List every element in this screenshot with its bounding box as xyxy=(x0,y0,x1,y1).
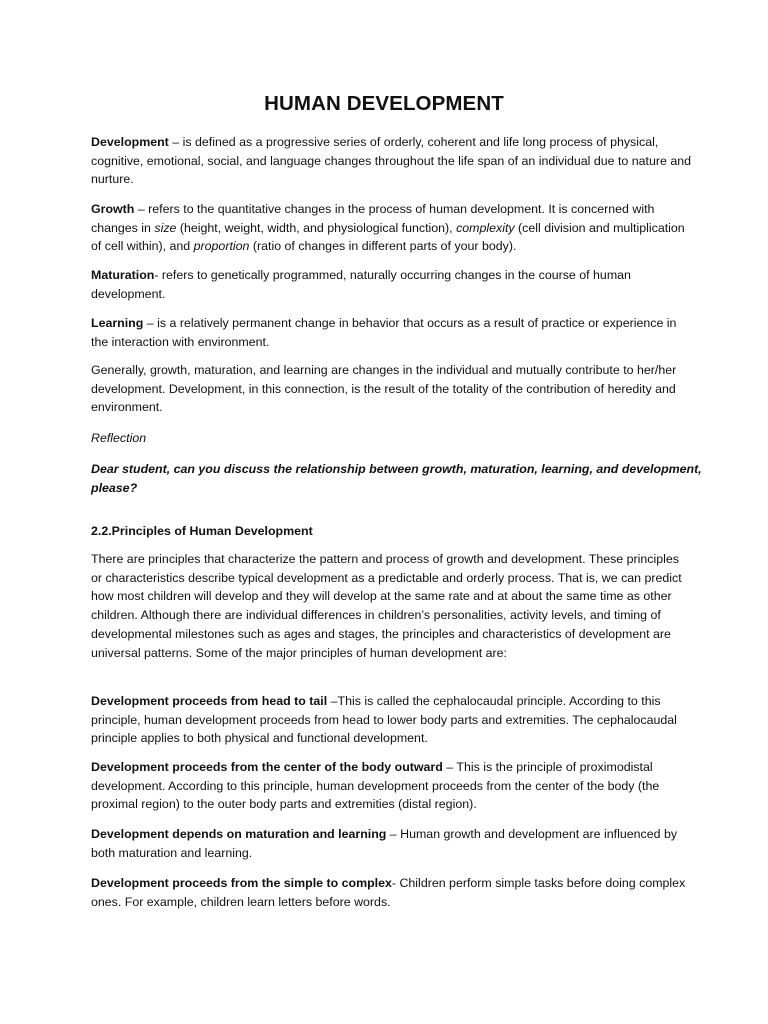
definition-term: Learning xyxy=(91,316,144,330)
document-title: HUMAN DEVELOPMENT xyxy=(264,92,504,115)
section-intro: There are principles that characterize the pattern and process of growth and development. These principles or characteristics describe typical development as a predictable and orderly process. That is, we can predict how most children will develop and they will develop at the same rate and at about the same time as other children. Although there are individual differences in children’s personalities, activity levels, and timing of developmental milestones such as ages and stages, the principles and characteristics of development are universal patterns. Some of the major principles of human development are: xyxy=(91,552,682,660)
section-heading: 2.2.Principles of Human Development xyxy=(91,524,313,538)
reflection-question: Dear student, can you discuss the relationship between growth, maturation, learning, and development, please? xyxy=(91,462,702,495)
principle-separator: – xyxy=(327,694,338,708)
definition-text: is a relatively permanent change in behavior that occurs as a result of practice or experience in the interaction with environment. xyxy=(91,316,677,349)
summary-paragraph: Generally, growth, maturation, and learning are changes in the individual and mutually contribute to her/her development. Development, in this connection, is the result of the totality of the contribution of heredity and environment. xyxy=(91,363,677,415)
definition-development xyxy=(91,133,691,189)
definition-text: refers to the quantitative changes in the process of human development. It is concerned with changes in xyxy=(91,202,655,235)
principle-separator: – xyxy=(386,827,401,841)
definition-term: Growth xyxy=(91,202,135,216)
principle-simple-to-complex xyxy=(91,874,691,911)
definition-term: Development xyxy=(91,135,169,149)
principle-text: This is called the cephalocaudal principle. According to this principle, human development proceeds from head to lower body parts and extremities. The cephalocaudal principle applies to both physical and functional development. xyxy=(91,694,677,746)
emphasis-proportion: proportion xyxy=(193,239,250,254)
principle-separator: - xyxy=(391,876,400,890)
principle-text: This is the principle of proximodistal development. According to this principle, human development proceeds from the center of the body (the proximal region) to the outer body parts and extremities (distal region). xyxy=(91,760,660,812)
definition-text: (ratio of changes in different parts of your body). xyxy=(249,239,517,254)
definition-separator: – xyxy=(168,135,183,149)
principle-text: Children perform simple tasks before doing complex ones. For example, children learn letters before words. xyxy=(91,876,686,909)
definition-separator: – xyxy=(143,316,158,330)
definition-term: Maturation xyxy=(91,268,155,282)
definition-text: refers to genetically programmed, naturally occurring changes in the course of human development. xyxy=(91,268,631,301)
definition-growth xyxy=(91,200,691,256)
principle-term: Development proceeds from head to tail xyxy=(91,694,328,708)
principle-term: Development depends on maturation and learning xyxy=(91,827,387,841)
definition-learning xyxy=(91,314,691,351)
emphasis-complexity: complexity xyxy=(456,220,515,235)
principle-head-to-tail xyxy=(91,692,691,748)
principle-text: Human growth and development are influenced by both maturation and learning. xyxy=(91,827,678,860)
principle-maturation-learning xyxy=(91,825,691,862)
definition-separator: - xyxy=(154,268,162,282)
definition-text: (height, weight, width, and physiological function), xyxy=(176,220,457,235)
principle-center-outward xyxy=(91,758,691,814)
principle-separator: – xyxy=(442,760,457,774)
definition-text: (cell division and multiplication of cell within), and xyxy=(91,220,685,254)
definition-separator: – xyxy=(134,202,149,216)
definition-maturation xyxy=(91,266,691,303)
principle-term: Development proceeds from the center of the body outward xyxy=(91,760,443,774)
reflection-heading: Reflection xyxy=(91,431,147,445)
emphasis-size: size xyxy=(154,220,177,235)
definition-text: is defined as a progressive series of orderly, coherent and life long process of physical, cognitive, emotional, social, and language changes throughout the life span of an individual due to nature and nurture. xyxy=(91,135,691,187)
principle-term: Development proceeds from the simple to complex xyxy=(91,876,392,890)
